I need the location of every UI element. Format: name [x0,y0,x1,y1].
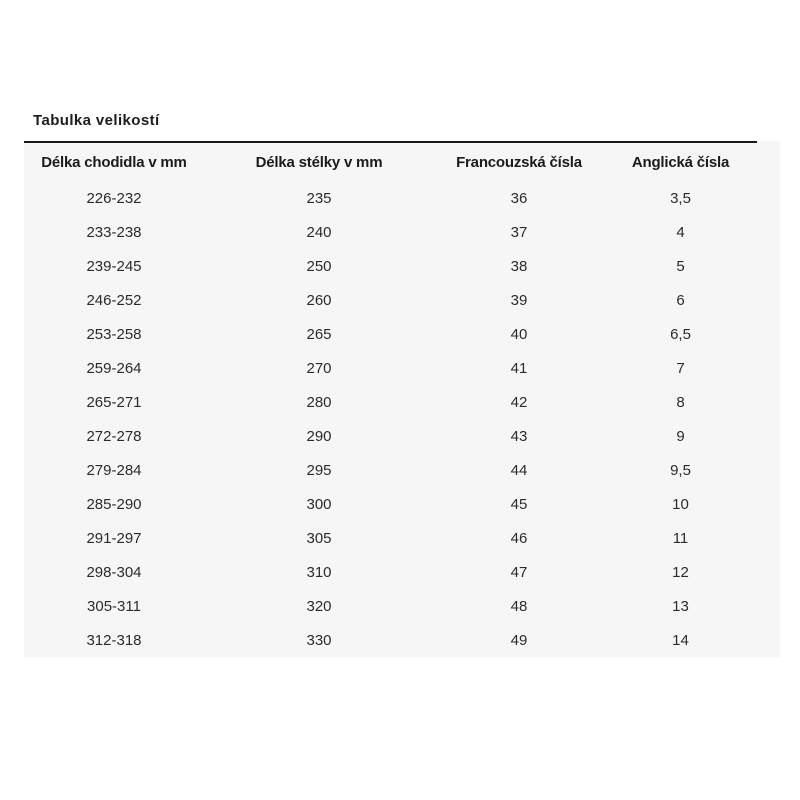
table-cell: 37 [510,223,528,241]
table-cell: 45 [510,495,528,513]
table-cell: 330 [306,631,332,649]
table-row [24,215,757,249]
table-cell: 9 [676,427,685,445]
table-cell: 280 [306,393,332,411]
table-cell: 295 [306,461,332,479]
table-cell: 250 [306,257,332,275]
table-row [24,385,757,419]
table-cell: 253-258 [86,325,142,343]
table-row [24,283,757,317]
table-cell: 48 [510,597,528,615]
table-cell: 290 [306,427,332,445]
column-header-insole-length: Délka stélky v mm [255,153,383,171]
table-cell: 5 [676,257,685,275]
table-cell: 12 [672,563,689,581]
table-cell: 226-232 [86,189,142,207]
column-header-foot-length: Délka chodidla v mm [41,153,187,171]
table-cell: 239-245 [86,257,142,275]
table-cell: 310 [306,563,332,581]
table-cell: 260 [306,291,332,309]
table-cell: 49 [510,631,528,649]
table-body [24,181,757,657]
table-cell: 279-284 [86,461,142,479]
table-cell: 235 [306,189,332,207]
table-row [24,521,757,555]
table-cell: 8 [676,393,685,411]
size-table [24,141,757,657]
table-cell: 4 [676,223,685,241]
table-cell: 259-264 [86,359,142,377]
table-cell: 40 [510,325,528,343]
table-cell: 291-297 [86,529,142,547]
table-cell: 47 [510,563,528,581]
table-row [24,249,757,283]
page-title: Tabulka velikostí [33,112,160,129]
column-header-french-sizes: Francouzská čísla [456,153,582,171]
table-cell: 320 [306,597,332,615]
table-cell: 10 [672,495,689,513]
table-row [24,589,757,623]
column-header-english-sizes: Anglická čísla [631,153,730,171]
table-cell: 240 [306,223,332,241]
table-header-row [24,142,757,181]
table-row [24,181,757,215]
table-row [24,419,757,453]
table-cell: 300 [306,495,332,513]
table-cell: 298-304 [86,563,142,581]
table-row [24,487,757,521]
table-cell: 265-271 [86,393,142,411]
table-cell: 3,5 [670,189,691,207]
table-cell: 285-290 [86,495,142,513]
table-cell: 41 [510,359,528,377]
table-row [24,317,757,351]
table-row [24,623,757,657]
table-cell: 305-311 [87,597,141,615]
table-cell: 312-318 [86,631,142,649]
table-cell: 39 [510,291,528,309]
size-table-container [24,141,780,657]
table-cell: 14 [672,631,689,649]
table-row [24,555,757,589]
table-cell: 6 [676,291,685,309]
table-cell: 7 [676,359,685,377]
table-cell: 38 [510,257,528,275]
table-cell: 44 [510,461,528,479]
table-cell: 270 [306,359,332,377]
table-header [24,142,757,181]
table-cell: 265 [306,325,332,343]
table-cell: 36 [510,189,528,207]
table-cell: 272-278 [86,427,142,445]
table-cell: 6,5 [670,325,691,343]
table-cell: 11 [672,529,689,547]
table-cell: 305 [306,529,332,547]
table-cell: 46 [510,529,528,547]
table-cell: 43 [510,427,528,445]
table-cell: 13 [672,597,689,615]
table-cell: 233-238 [86,223,142,241]
table-cell: 9,5 [670,461,691,479]
table-cell: 246-252 [86,291,142,309]
table-row [24,453,757,487]
table-cell: 42 [510,393,528,411]
table-row [24,351,757,385]
